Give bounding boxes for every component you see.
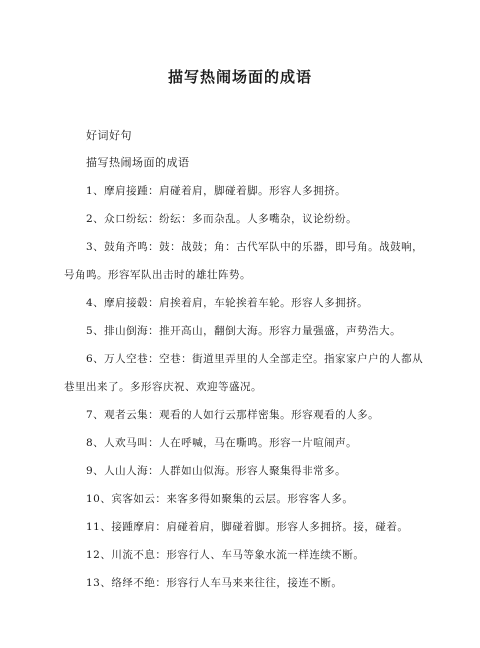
list-item: 6、万人空巷：空巷：街道里弄里的人全部走空。指家家户户的人都从巷里出来了。多形容庆祝、欢迎等盛况。	[64, 353, 424, 393]
list-item: 2、众口纷纭：纷纭：多而杂乱。人多嘴杂，议论纷纷。	[86, 213, 358, 225]
list-item: 9、人山人海：人群如山似海。形容人聚集得非常多。	[86, 465, 347, 477]
page-title: 描写热闹场面的成语	[167, 68, 312, 86]
list-item: 4、摩肩接毂：肩挨着肩，车轮挨着车轮。形容人多拥挤。	[86, 297, 369, 309]
list-item: 10、宾客如云：来客多得如聚集的云层。形容客人多。	[86, 493, 354, 505]
list-item: 8、人欢马叫：人在呼喊，马在嘶鸣。形容一片喧闹声。	[86, 437, 358, 449]
list-item: 11、接踵摩肩：肩碰着肩，脚碰着脚。形容人多拥挤。接，碰着。	[86, 521, 409, 533]
list-item: 7、观者云集：观看的人如行云那样密集。形容观看的人多。	[86, 409, 380, 421]
list-item: 1、摩肩接踵：肩碰着肩，脚碰着脚。形容人多拥挤。	[86, 185, 347, 197]
list-item: 12、川流不息：形容行人、车马等象水流一样连续不断。	[86, 549, 365, 561]
section-heading-idioms: 描写热闹场面的成语	[86, 156, 190, 169]
list-item: 3、鼓角齐鸣：鼓：战鼓；角：古代军队中的乐器，即号角。战鼓响，号角鸣。形容军队出击时的雄壮阵势。	[64, 241, 424, 281]
list-item: 13、络绎不绝：形容行人车马来来往往，接连不断。	[86, 577, 343, 589]
section-heading-good-words: 好词好句	[86, 129, 132, 142]
list-item: 5、排山倒海：推开高山，翻倒大海。形容力量强盛，声势浩大。	[86, 325, 402, 337]
idiom-list	[64, 177, 424, 597]
